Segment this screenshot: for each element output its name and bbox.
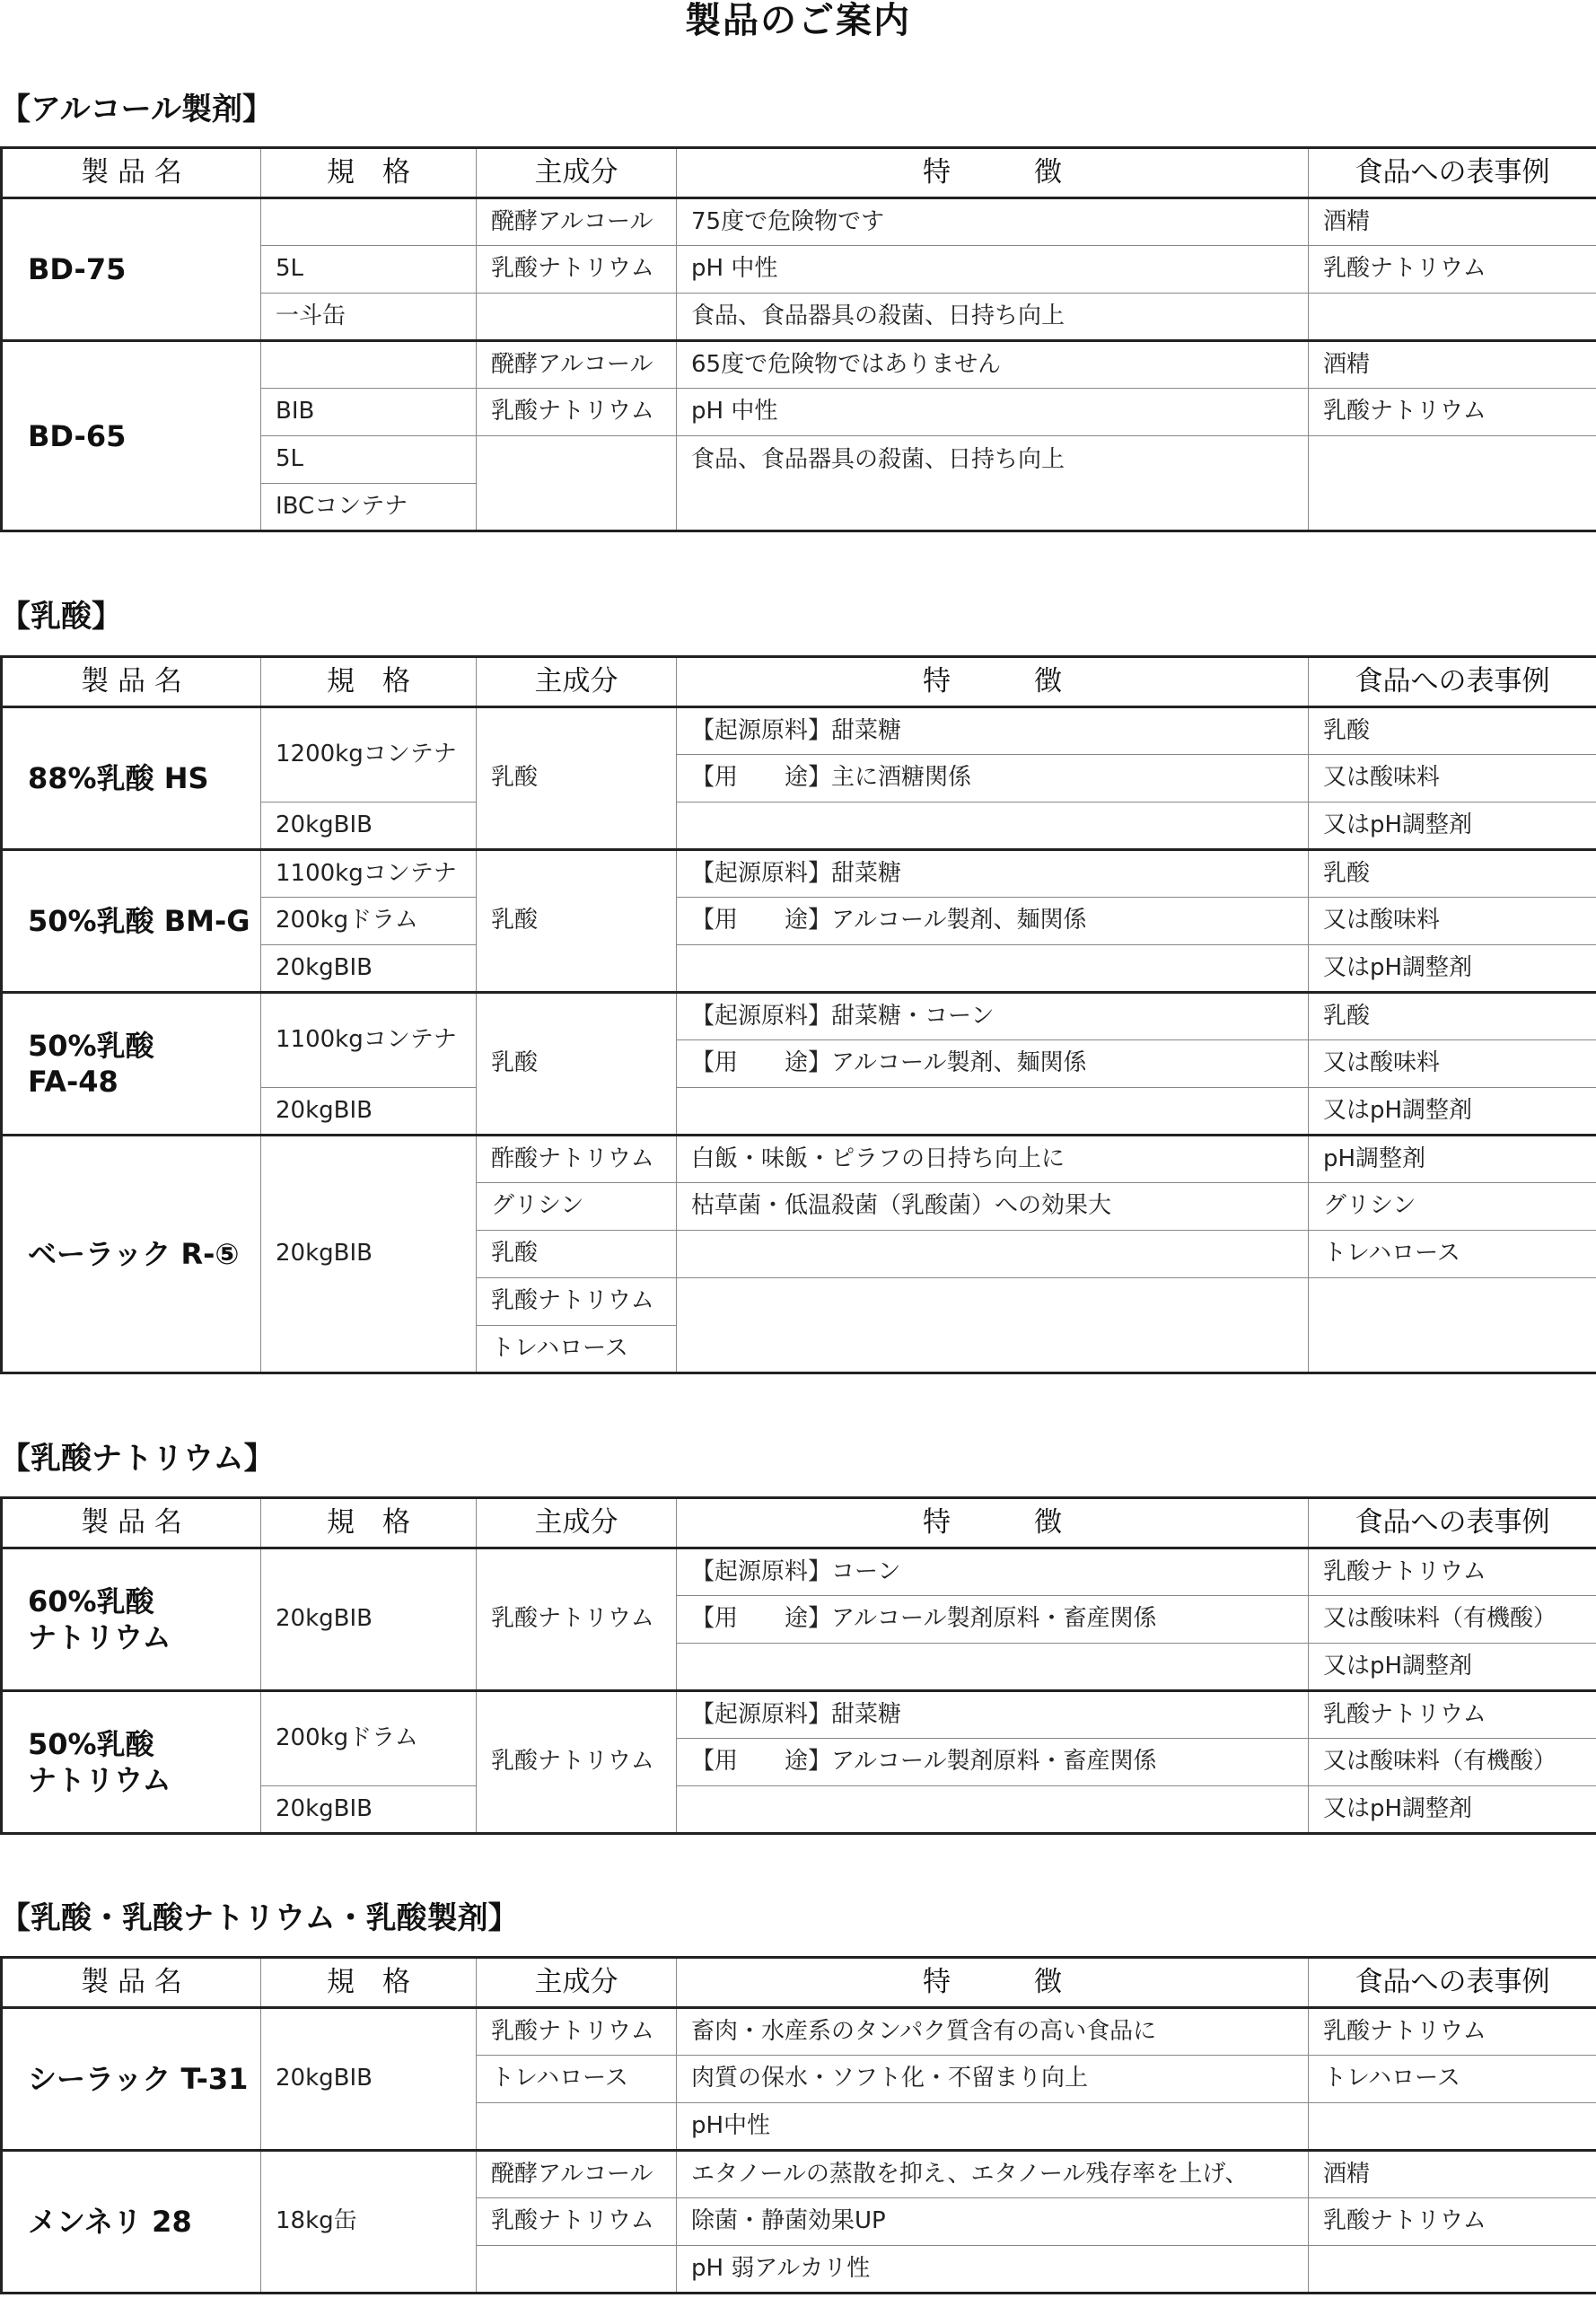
product-name-r5: ベーラック R-⑤: [2, 1136, 261, 1373]
spec-cell: 1200kgコンテナ: [261, 707, 477, 803]
spec-cell: 20kgBIB: [261, 2008, 477, 2151]
header-spec: 規 格: [261, 657, 477, 707]
ingredient-cell: トレハロース: [477, 2056, 677, 2103]
food-label-cell: グリシン: [1309, 1183, 1596, 1231]
food-label-cell: 乳酸ナトリウム: [1309, 2008, 1596, 2056]
header-ingredient: 主成分: [477, 657, 677, 707]
ingredient-cell: [477, 294, 677, 341]
food-label-cell: 又はpH調整剤: [1309, 1088, 1596, 1136]
header-product-name: 製 品 名: [2, 1958, 261, 2008]
lactic-table: [0, 655, 1596, 1374]
feature-cell: 65度で危険物ではありません: [677, 341, 1309, 389]
food-label-cell: 乳酸ナトリウム: [1309, 246, 1596, 294]
ingredient-cell: 乳酸: [477, 993, 677, 1136]
header-spec: 規 格: [261, 148, 477, 198]
header-food-label: 食品への表事例: [1309, 1958, 1596, 2008]
feature-cell: 【用 途】主に酒糖関係: [677, 755, 1309, 803]
spec-cell: 20kgBIB: [261, 1548, 477, 1691]
food-label-cell: 又は酸味料: [1309, 755, 1596, 803]
header-spec: 規 格: [261, 1958, 477, 2008]
feature-cell: 【用 途】アルコール製剤原料・畜産関係: [677, 1739, 1309, 1786]
feature-cell: [677, 1231, 1309, 1278]
spec-cell: BIB: [261, 389, 477, 436]
header-features: 特 徴: [677, 1498, 1309, 1548]
feature-cell: 除菌・静菌効果UP: [677, 2198, 1309, 2246]
product-name-bd75: BD-75: [2, 198, 261, 341]
feature-cell: [677, 1644, 1309, 1691]
product-name-bmg50: 50%乳酸 BM-G: [2, 850, 261, 993]
food-label-cell: 乳酸ナトリウム: [1309, 2198, 1596, 2246]
product-name-line: 50%乳酸: [28, 1727, 154, 1761]
food-label-cell: 酒精: [1309, 2151, 1596, 2198]
spec-cell: 1100kgコンテナ: [261, 850, 477, 898]
header-spec: 規 格: [261, 1498, 477, 1548]
section-title-sodium: 【乳酸ナトリウム】: [0, 1441, 275, 1477]
header-food-label: 食品への表事例: [1309, 657, 1596, 707]
ingredient-cell: 乳酸: [477, 707, 677, 850]
ingredient-cell: [477, 2246, 677, 2294]
ingredient-cell: 醗酵アルコール: [477, 198, 677, 246]
product-name-m28: メンネリ 28: [2, 2151, 261, 2294]
food-label-cell: [1309, 2103, 1596, 2151]
feature-cell: 白飯・味飯・ピラフの日持ち向上に: [677, 1136, 1309, 1183]
ingredient-cell: 乳酸ナトリウム: [477, 2008, 677, 2056]
header-ingredient: 主成分: [477, 148, 677, 198]
header-features: 特 徴: [677, 1958, 1309, 2008]
section-title-mixed: 【乳酸・乳酸ナトリウム・乳酸製剤】: [0, 1900, 519, 1936]
page-title: 製品のご案内: [685, 0, 911, 41]
header-food-label: 食品への表事例: [1309, 148, 1596, 198]
feature-cell: 【起源原料】コーン: [677, 1548, 1309, 1596]
header-features: 特 徴: [677, 657, 1309, 707]
feature-cell: エタノールの蒸散を抑え、エタノール残存率を上げ、: [677, 2151, 1309, 2198]
product-name-na60: [2, 1548, 261, 1691]
product-name-line: ナトリウム: [28, 1763, 171, 1797]
header-product-name: 製 品 名: [2, 1498, 261, 1548]
food-label-cell: 又は酸味料: [1309, 1040, 1596, 1088]
header-product-name: 製 品 名: [2, 148, 261, 198]
ingredient-cell: 乳酸ナトリウム: [477, 2198, 677, 2246]
header-ingredient: 主成分: [477, 1498, 677, 1548]
feature-cell: pH中性: [677, 2103, 1309, 2151]
feature-cell: pH 中性: [677, 246, 1309, 294]
food-label-cell: 乳酸ナトリウム: [1309, 1548, 1596, 1596]
feature-cell: [677, 945, 1309, 993]
product-name-line: FA-48: [28, 1065, 118, 1099]
product-name-line: 60%乳酸: [28, 1584, 154, 1618]
food-label-cell: 乳酸ナトリウム: [1309, 1691, 1596, 1739]
feature-cell: pH 弱アルカリ性: [677, 2246, 1309, 2294]
spec-cell: IBCコンテナ: [261, 484, 477, 531]
section-title-alcohol: 【アルコール製剤】: [0, 92, 273, 127]
food-label-cell: 又はpH調整剤: [1309, 945, 1596, 993]
food-label-cell: トレハロース: [1309, 2056, 1596, 2103]
food-label-cell: [1309, 294, 1596, 341]
ingredient-cell: [477, 436, 677, 531]
food-label-cell: 又はpH調整剤: [1309, 1644, 1596, 1691]
feature-cell: 食品、食品器具の殺菌、日持ち向上: [677, 436, 1309, 531]
food-label-cell: 酒精: [1309, 198, 1596, 246]
ingredient-cell: 乳酸ナトリウム: [477, 389, 677, 436]
food-label-cell: [1309, 436, 1596, 531]
ingredient-cell: 醗酵アルコール: [477, 2151, 677, 2198]
spec-cell: [261, 198, 477, 246]
food-label-cell: 又はpH調整剤: [1309, 803, 1596, 850]
feature-cell: [677, 1786, 1309, 1834]
ingredient-cell: 酢酸ナトリウム: [477, 1136, 677, 1183]
spec-cell: 18kg缶: [261, 2151, 477, 2294]
feature-cell: 枯草菌・低温殺菌（乳酸菌）への効果大: [677, 1183, 1309, 1231]
food-label-cell: [1309, 1278, 1596, 1373]
product-name-hs88: 88%乳酸 HS: [2, 707, 261, 850]
spec-cell: 20kgBIB: [261, 1088, 477, 1136]
mixed-table: [0, 1956, 1596, 2294]
header-product-name: 製 品 名: [2, 657, 261, 707]
food-label-cell: 乳酸: [1309, 707, 1596, 755]
feature-cell: 【起源原料】甜菜糖: [677, 1691, 1309, 1739]
header-features: 特 徴: [677, 148, 1309, 198]
alcohol-table: [0, 146, 1596, 532]
food-label-cell: 又はpH調整剤: [1309, 1786, 1596, 1834]
ingredient-cell: 乳酸ナトリウム: [477, 1548, 677, 1691]
ingredient-cell: 乳酸ナトリウム: [477, 1278, 677, 1326]
feature-cell: 食品、食品器具の殺菌、日持ち向上: [677, 294, 1309, 341]
spec-cell: [261, 341, 477, 389]
feature-cell: [677, 1278, 1309, 1373]
product-name-bd65: BD-65: [2, 341, 261, 531]
spec-cell: 20kgBIB: [261, 803, 477, 850]
feature-cell: 【起源原料】甜菜糖・コーン: [677, 993, 1309, 1040]
feature-cell: [677, 803, 1309, 850]
food-label-cell: 乳酸: [1309, 993, 1596, 1040]
ingredient-cell: グリシン: [477, 1183, 677, 1231]
feature-cell: 【起源原料】甜菜糖: [677, 707, 1309, 755]
spec-cell: 200kgドラム: [261, 898, 477, 945]
food-label-cell: トレハロース: [1309, 1231, 1596, 1278]
product-name-t31: シーラック T-31: [2, 2008, 261, 2151]
product-name-line: ナトリウム: [28, 1620, 171, 1654]
feature-cell: 【用 途】アルコール製剤原料・畜産関係: [677, 1596, 1309, 1644]
spec-cell: 1100kgコンテナ: [261, 993, 477, 1088]
ingredient-cell: [477, 2103, 677, 2151]
product-name-line: 50%乳酸: [28, 1029, 154, 1063]
header-food-label: 食品への表事例: [1309, 1498, 1596, 1548]
sodium-table: [0, 1496, 1596, 1835]
food-label-cell: 乳酸ナトリウム: [1309, 389, 1596, 436]
spec-cell: 20kgBIB: [261, 945, 477, 993]
food-label-cell: [1309, 2246, 1596, 2294]
feature-cell: 75度で危険物です: [677, 198, 1309, 246]
ingredient-cell: 醗酵アルコール: [477, 341, 677, 389]
section-title-lactic: 【乳酸】: [0, 599, 122, 635]
spec-cell: 200kgドラム: [261, 1691, 477, 1786]
feature-cell: 肉質の保水・ソフト化・不留まり向上: [677, 2056, 1309, 2103]
spec-cell: 一斗缶: [261, 294, 477, 341]
food-label-cell: 又は酸味料（有機酸）: [1309, 1739, 1596, 1786]
food-label-cell: 又は酸味料: [1309, 898, 1596, 945]
ingredient-cell: 乳酸: [477, 850, 677, 993]
food-label-cell: pH調整剤: [1309, 1136, 1596, 1183]
feature-cell: pH 中性: [677, 389, 1309, 436]
feature-cell: [677, 1088, 1309, 1136]
food-label-cell: 又は酸味料（有機酸）: [1309, 1596, 1596, 1644]
spec-cell: 5L: [261, 246, 477, 294]
food-label-cell: 乳酸: [1309, 850, 1596, 898]
food-label-cell: 酒精: [1309, 341, 1596, 389]
feature-cell: 【用 途】アルコール製剤、麺関係: [677, 1040, 1309, 1088]
spec-cell: 20kgBIB: [261, 1786, 477, 1834]
spec-cell: 20kgBIB: [261, 1136, 477, 1373]
ingredient-cell: トレハロース: [477, 1326, 677, 1373]
header-ingredient: 主成分: [477, 1958, 677, 2008]
ingredient-cell: 乳酸ナトリウム: [477, 1691, 677, 1834]
feature-cell: 【用 途】アルコール製剤、麺関係: [677, 898, 1309, 945]
ingredient-cell: 乳酸ナトリウム: [477, 246, 677, 294]
product-name-na50: [2, 1691, 261, 1834]
ingredient-cell: 乳酸: [477, 1231, 677, 1278]
feature-cell: 【起源原料】甜菜糖: [677, 850, 1309, 898]
product-name-fa48: [2, 993, 261, 1136]
feature-cell: 畜肉・水産系のタンパク質含有の高い食品に: [677, 2008, 1309, 2056]
spec-cell: 5L: [261, 436, 477, 484]
